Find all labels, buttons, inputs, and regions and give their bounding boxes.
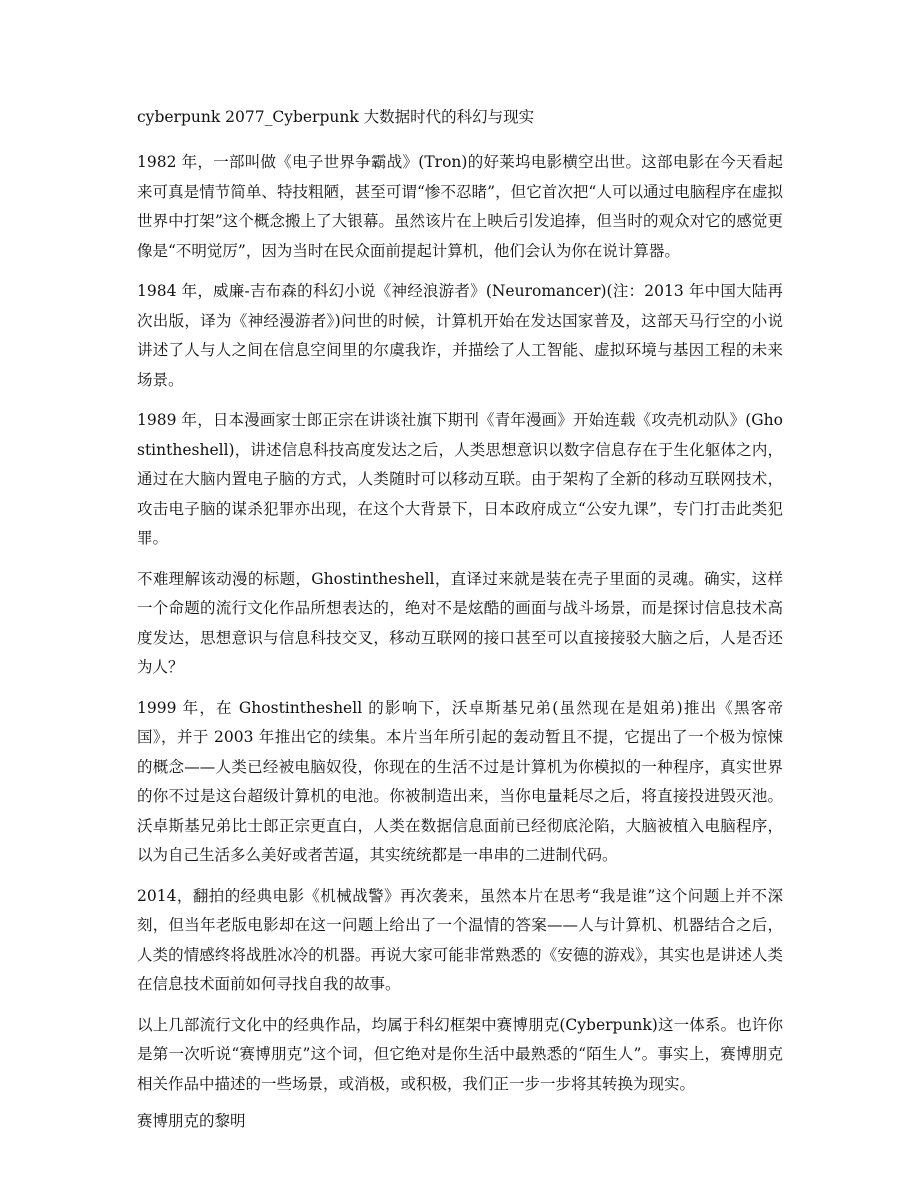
paragraph-1982-tron: 1982 年，一部叫做《电子世界争霸战》(Tron)的好莱坞电影横空出世。这部电影在今天看起来可真是情节简单、特技粗陋，甚至可谓“惨不忍睹”，但它首次把“人可以通过电脑程序在虚拟世界中打架”这个概念搬上了大银幕。虽然该片在上映后引发追捧，但当时的观众对它的感觉更像是“不明觉厉”，因为当时在民众面前提起计算机，他们会认为你在说计算器。 (137, 153, 783, 260)
section-heading: 赛博朋克的黎明 (137, 1112, 246, 1130)
paragraph-1999-matrix: 1999 年，在 Ghostintheshell 的影响下，沃卓斯基兄弟(虽然现在是姐弟)推出《黑客帝国》，并于 2003 年推出它的续集。本片当年所引起的轰动暂且不提，它提出了一个极为惊悚的概念——人类已经被电脑奴役，你现在的生活不过是计算机为你模拟的一种程序，真实世界的你不过是这台超级计算机的电池。你被制造出来，当你电量耗尽之后，将直接投进毁灭池。沃卓斯基兄弟比士郎正宗更直白，人类在数据信息面前已经彻底沦陷，大脑被植入电脑程序，以为自己生活多么美好或者苦逼，其实统统都是一串串的二进制代码。 (137, 698, 783, 864)
document-title: cyberpunk 2077_Cyberpunk 大数据时代的科幻与现实 (137, 108, 535, 126)
paragraph-title-meaning: 不难理解该动漫的标题，Ghostintheshell，直译过来就是装在壳子里面的灵魂。确实，这样一个命题的流行文化作品所想表达的，绝对不是炫酷的画面与战斗场景，而是探讨信息技术高度发达，思想意识与信息科技交叉，移动互联网的接口甚至可以直接接驳大脑之后，人是否还为人？ (137, 569, 783, 676)
paragraph-1984-neuromancer: 1984 年，威廉-吉布森的科幻小说《神经浪游者》(Neuromancer)(注：2013 年中国大陆再次出版，译为《神经漫游者》)问世的时候，计算机开始在发达国家普及，这部天马行空的小说讲述了人与人之间在信息空间里的尔虞我诈，并描绘了人工智能、虚拟环境与基因工程的未来场景。 (137, 282, 783, 389)
document-page (137, 106, 783, 1132)
paragraph-1989-ghost-in-the-shell: 1989 年，日本漫画家士郎正宗在讲谈社旗下期刊《青年漫画》开始连载《攻壳机动队》(Ghostintheshell)，讲述信息科技高度发达之后，人类思想意识以数字信息存在于生化躯体之内，通过在大脑内置电子脑的方式，人类随时可以移动互联。由于架构了全新的移动互联网技术，攻击电子脑的谋杀犯罪亦出现，在这个大背景下，日本政府成立“公安九课”，专门打击此类犯罪。 (137, 411, 783, 547)
paragraph-2014-robocop: 2014，翻拍的经典电影《机械战警》再次袭来，虽然本片在思考“我是谁”这个问题上并不深刻，但当年老版电影却在这一问题上给出了一个温情的答案——人与计算机、机器结合之后，人类的情感终将战胜冰冷的机器。再说大家可能非常熟悉的《安德的游戏》，其实也是讲述人类在信息技术面前如何寻找自我的故事。 (137, 886, 783, 993)
paragraph-cyberpunk-summary: 以上几部流行文化中的经典作品，均属于科幻框架中赛博朋克(Cyberpunk)这一体系。也许你是第一次听说“赛博朋克”这个词，但它绝对是你生活中最熟悉的“陌生人”。事实上，赛博朋克相关作品中描述的一些场景，或消极，或积极，我们正一步一步将其转换为现实。 (137, 1015, 783, 1093)
